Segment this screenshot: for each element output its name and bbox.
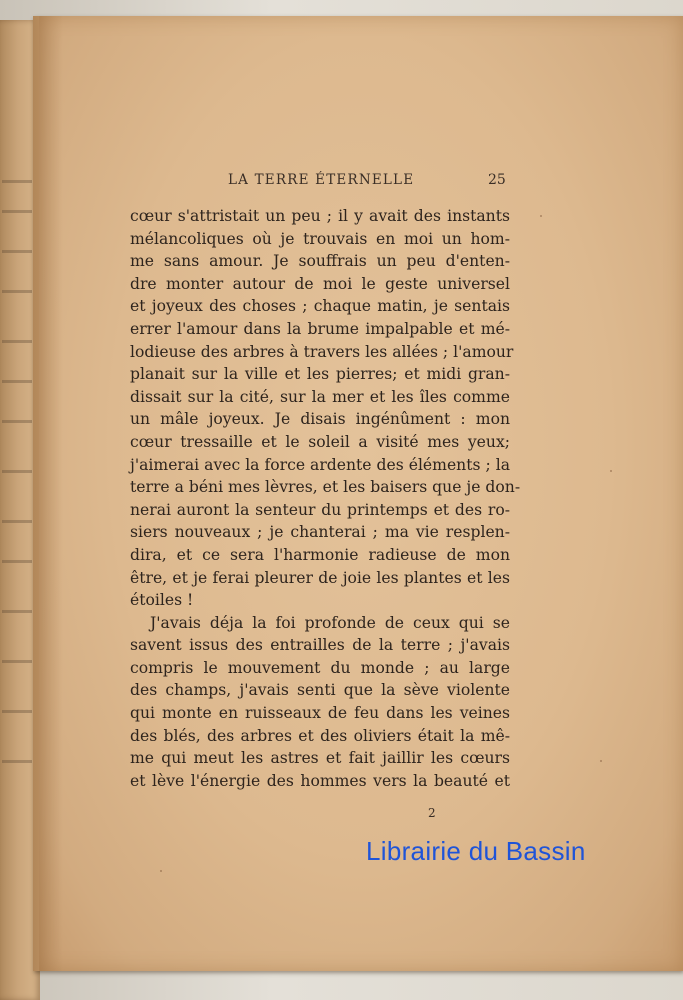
text-line: J'avais déja la foi profonde de ceux qui se [150,613,510,632]
text-line: et lève l'énergie des hommes vers la beauté et [130,771,510,790]
paper-speck [610,470,612,472]
running-title: LA TERRE ÉTERNELLE [228,172,415,188]
text-line: terre a béni mes lèvres, et les baisers que je don- [130,478,521,497]
text-line: un mâle joyeux. Je disais ingénûment : mon [130,410,510,429]
text-line: lodieuse des arbres à travers les allées ; l'amour [130,342,514,361]
text-line: dissait sur la cité, sur la mer et les îles comme [130,387,510,406]
text-line: dira, et ce sera l'harmonie radieuse de mon [130,545,510,564]
paper-speck [600,760,602,762]
text-line: et joyeux des choses ; chaque matin, je sentais [130,297,510,316]
text-line: nerai auront la senteur du printemps et des ro- [130,500,510,519]
text-line: me sans amour. Je souffrais un peu d'enten- [130,252,510,271]
text-line: des blés, des arbres et des oliviers était la mê- [130,726,510,745]
text-line: cœur s'attristait un peu ; il y avait des instants [130,207,510,225]
text-line: être, et je ferai pleurer de joie les plantes et les [130,568,510,587]
text-line: mélancoliques où je trouvais en moi un hom- [130,229,510,248]
page-header [60,172,510,192]
text-line: siers nouveaux ; je chanterai ; ma vie resplen- [130,523,510,542]
page-gutter-shadow [33,16,63,971]
text-line: étoiles ! [130,591,194,610]
text-line: me qui meut les astres et fait jaillir les cœurs [130,749,510,768]
paper-speck [540,215,542,217]
text-line: dre monter autour de moi le geste universel [130,274,510,293]
text-line: j'aimerai avec la force ardente des éléments ; la [130,455,510,474]
text-line: planait sur la ville et les pierres; et midi gran- [130,365,510,384]
text-line: qui monte en ruisseaux de feu dans les veines [130,704,510,723]
text-line: compris le mouvement du monde ; au large [130,658,510,677]
watermark-text: Librairie du Bassin [366,836,586,866]
page-number: 25 [488,172,506,188]
body-text [130,205,521,792]
text-line: des champs, j'avais senti que la sève violente [130,681,510,700]
signature-mark: 2 [428,806,436,820]
text-line: errer l'amour dans la brume impalpable et mé- [130,319,510,338]
text-line: savent issus des entrailles de la terre ; j'avais [130,636,510,655]
paper-speck [160,870,162,872]
text-line: cœur tressaille et le soleil a visité mes yeux; [130,432,510,451]
